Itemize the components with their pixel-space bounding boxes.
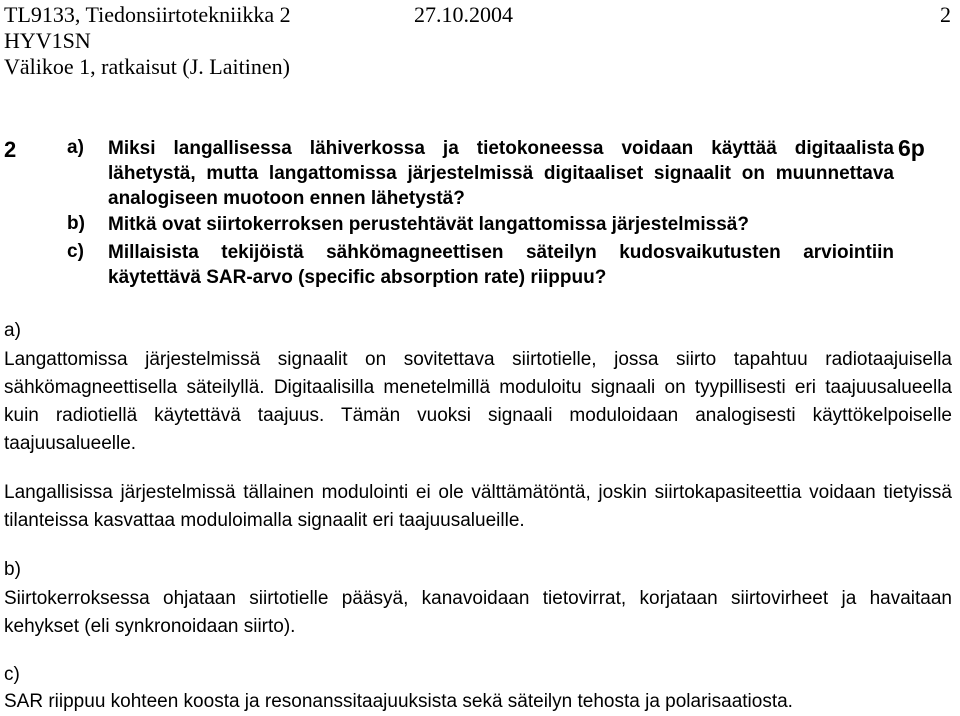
question-part-a-label: a): [67, 137, 84, 158]
answer-a-paragraph-2: Langallisissa järjestelmissä tällainen modulointi ei ole välttämätöntä, joskin siirtokapasiteettia voidaan tietyissä tilanteissa kasvattaa moduloimalla signaalit eri taajuusalueille.: [4, 482, 952, 531]
course-title: TL9133, Tiedonsiirtotekniikka 2: [4, 2, 291, 27]
answer-b-paragraph-1: Siirtokerroksessa ohjataan siirtotielle pääsyä, kanavoidaan tietovirrat, korjataan siirtovirheet ja havaitaan kehykset (eli synkronoidaan siirto).: [4, 588, 952, 637]
question-part-b-text: Mitkä ovat siirtokerroksen perustehtävät langattomissa järjestelmissä?: [108, 214, 749, 235]
answer-c-paragraph-1: SAR riippuu kohteen koosta ja resonanssitaajuuksista sekä säteilyn tehosta ja polarisaatiosta.: [4, 691, 793, 712]
question-part-a-text: Miksi langallisessa lähiverkossa ja tietokoneessa voidaan käyttää digitaalista lähetystä, mutta langattomissa järjestelmissä digitaaliset signaalit on muunnettava analogiseen muotoon ennen lähetystä?: [108, 138, 894, 209]
question-part-c-text: Millaisista tekijöistä sähkömagneettisen säteilyn kudosvaikutusten arviointiin käytettävä SAR-arvo (specific absorption rate) riippuu?: [108, 242, 894, 288]
page-number: 2: [940, 2, 951, 27]
question-part-b-label: b): [67, 213, 85, 234]
answer-c-label: c): [4, 664, 20, 685]
exam-date: 27.10.2004: [414, 2, 513, 27]
answer-a-label: a): [4, 320, 21, 341]
question-part-c-label: c): [67, 241, 84, 262]
question-points: 6p: [898, 135, 925, 161]
question-number: 2: [4, 137, 17, 162]
answer-a-paragraph-1: Langattomissa järjestelmissä signaalit on sovitettava siirtotielle, jossa siirto tapahtuu radiotaajuisella sähkömagneettisella säteilyllä. Digitaalisilla menetelmillä moduloitu signaali on tyypillisesti eri taajuusalueella kuin radiotiellä käytettävä taajuus. Tämän vuoksi signaali moduloidaan analogisesti käyttökelpoiselle taajuusalueelle.: [4, 349, 952, 454]
answer-b-label: b): [4, 559, 21, 580]
exam-subtitle: Välikoe 1, ratkaisut (J. Laitinen): [4, 54, 290, 79]
course-code: HYV1SN: [4, 28, 91, 53]
